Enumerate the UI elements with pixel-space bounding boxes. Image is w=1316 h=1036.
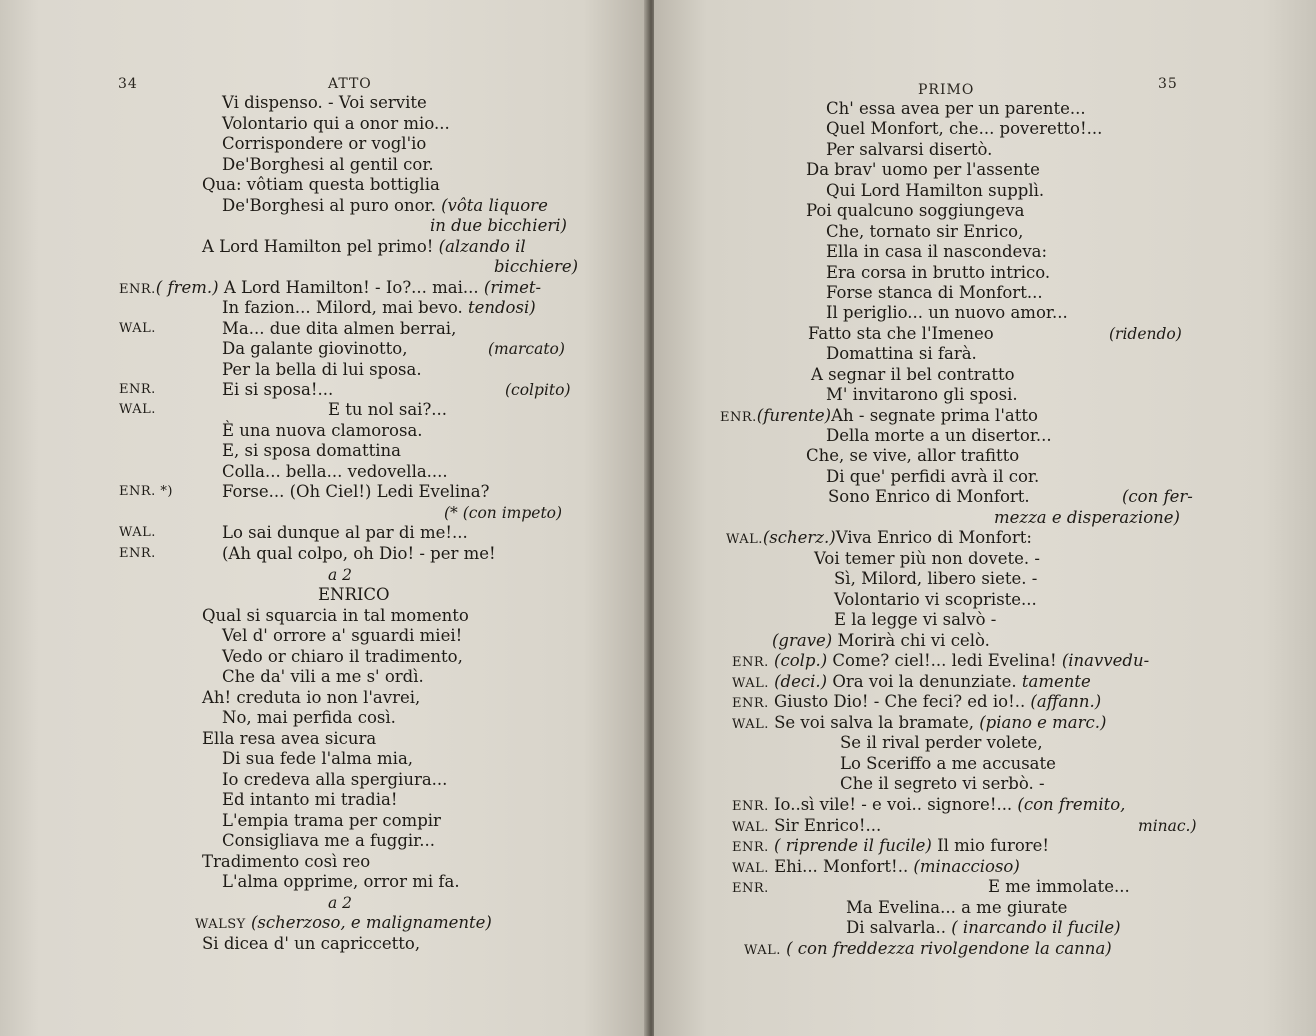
verse-line: [222, 340, 407, 358]
speaker-label: ENR.: [732, 881, 769, 896]
verse-text: Ch' essa avea per un parente...: [826, 99, 1086, 118]
verse-line: [202, 689, 420, 707]
verse-line: [834, 611, 996, 629]
verse-line: [826, 304, 1068, 322]
verse-text: A Lord Hamilton! - Io?... mai...: [218, 278, 484, 297]
verse-text: Io..sì vile! - e voi.. signore!...: [768, 795, 1013, 814]
speaker-label: WALSY: [195, 917, 246, 932]
dialogue-line: [732, 878, 769, 898]
speaker-label: ENR.: [119, 382, 156, 397]
verse-line: [222, 812, 441, 830]
stage-direction: (colp.): [768, 651, 828, 670]
verse-text: M' invitarono gli sposi.: [826, 385, 1018, 404]
verse-text: De'Borghesi al gentil cor.: [222, 155, 434, 174]
verse-line: [222, 135, 426, 153]
verse-line: [202, 238, 526, 256]
verse-text: Il mio furore!: [931, 836, 1050, 855]
stage-direction: (rimet-: [483, 278, 542, 297]
verse-text: E la legge vi salvò -: [834, 610, 997, 629]
speaker-label: ENR.: [732, 696, 769, 711]
verse-line: [202, 176, 440, 194]
verse-text: In fazion... Milord, mai bevo.: [222, 298, 468, 317]
verse-text: No, mai perfida così.: [222, 708, 396, 727]
speaker-label: WAL.: [119, 321, 156, 336]
verse-text: Vi dispenso. - Voi servite: [222, 93, 427, 112]
verse-line: [222, 771, 447, 789]
verse-text: L'empia trama per compir: [222, 811, 441, 830]
verse-text: Ma... due dita almen berrai,: [222, 319, 457, 338]
verse-text: Il periglio... un nuovo amor...: [826, 303, 1068, 322]
verse-line: [826, 243, 1047, 261]
verse-text: Volontario qui a onor mio...: [222, 114, 450, 133]
verse-line: [806, 202, 1024, 220]
verse-text: A Lord Hamilton pel primo!: [202, 237, 439, 256]
speaker-label: ENR.: [732, 655, 769, 670]
verse-text: (Ah qual colpo, oh Dio! - per me!: [222, 544, 496, 563]
left-page: [0, 0, 648, 1036]
dialogue-line: [1122, 488, 1193, 506]
verse-line: [834, 570, 1037, 588]
verse-line: [222, 320, 456, 338]
verse-text: E tu nol sai?...: [328, 400, 448, 419]
verse-text: Forse stanca di Monfort...: [826, 283, 1043, 302]
stage-direction: (marcato): [488, 340, 565, 358]
stage-direction: ( inarcando il fucile): [945, 918, 1121, 937]
verse-line: [222, 197, 548, 215]
verse-text: Da galante giovinotto,: [222, 339, 408, 358]
speaker-label: WAL.: [119, 402, 156, 417]
verse-line: [222, 873, 460, 891]
stage-direction: (minaccioso): [908, 857, 1020, 876]
stage-direction: (* (con impeto): [444, 504, 563, 522]
dialogue-line: [994, 509, 1180, 527]
speaker-label: WAL.: [732, 676, 769, 691]
stage-direction: (alzando il: [438, 237, 526, 256]
verse-text: Lo sai dunque al par di me!...: [222, 523, 468, 542]
verse-text: Sono Enrico di Monfort.: [828, 487, 1030, 506]
verse-text: ENRICO: [318, 585, 390, 604]
verse-line: [826, 284, 1043, 302]
verse-line: [828, 488, 1030, 506]
verse-text: Qua: vôtiam questa bottiglia: [202, 175, 440, 194]
page-number-right: 35: [1158, 76, 1178, 92]
speaker-label: WAL.: [744, 943, 781, 958]
page-number-left: 34: [118, 76, 138, 92]
verse-line: [222, 791, 398, 809]
verse-text: Se il rival perder volete,: [840, 733, 1043, 752]
stage-direction: a 2: [328, 566, 353, 584]
verse-line: [840, 755, 1056, 773]
verse-text: Viva Enrico di Monfort:: [835, 528, 1032, 547]
verse-line: [846, 899, 1067, 917]
verse-text: Corrispondere or vogl'io: [222, 134, 427, 153]
verse-text: Che da' vili a me s' ordì.: [222, 667, 424, 686]
dialogue-line: [726, 529, 1032, 549]
stage-direction: (vôta liquore: [441, 196, 548, 215]
verse-line: [222, 832, 435, 850]
verse-line: [222, 483, 489, 501]
verse-line: [826, 468, 1039, 486]
verse-text: Ed intanto mi tradia!: [222, 790, 398, 809]
speaker-label: ENR. *): [119, 484, 173, 499]
verse-line: [222, 545, 496, 563]
verse-text: Poi qualcuno soggiungeva: [806, 201, 1025, 220]
dialogue-line: [732, 796, 1125, 816]
verse-line: [840, 734, 1043, 752]
verse-text: Domattina si farà.: [826, 344, 977, 363]
verse-text: Se voi salva la bramate,: [768, 713, 974, 732]
speaker-label: WAL.: [119, 525, 156, 540]
verse-text: L'alma opprime, orror mi fa.: [222, 872, 460, 891]
verse-line: [119, 279, 541, 299]
stage-direction: (colpito): [505, 381, 571, 399]
verse-text: A segnar il bel contratto: [811, 365, 1015, 384]
verse-line: [834, 591, 1037, 609]
verse-line: [202, 607, 469, 625]
verse-text: Io credeva alla spergiura...: [222, 770, 448, 789]
verse-text: Ella in casa il nascondeva:: [826, 242, 1048, 261]
dialogue-line: [744, 940, 1112, 960]
speaker-label: ENR.: [732, 799, 769, 814]
verse-line: [826, 182, 1044, 200]
stage-direction: ( riprende il fucile): [768, 836, 932, 855]
verse-text: Giusto Dio! - Che feci? ed io!..: [768, 692, 1026, 711]
verse-line: [318, 586, 390, 604]
stage-direction: tendosi): [467, 298, 536, 317]
verse-text: Di salvarla..: [846, 918, 946, 937]
verse-line: [328, 401, 447, 419]
verse-text: Sì, Milord, libero siete. -: [834, 569, 1038, 588]
stage-direction: (deci.): [768, 672, 828, 691]
verse-line: [840, 775, 1045, 793]
verse-line: [494, 258, 578, 276]
verse-line: [222, 361, 422, 379]
running-head-left: ATTO: [328, 76, 372, 92]
verse-text: Si dicea d' un capriccetto,: [202, 934, 421, 953]
dialogue-line: [732, 837, 1049, 857]
verse-line: [826, 100, 1086, 118]
stage-direction: (con fer-: [1122, 487, 1193, 506]
verse-line: [826, 223, 1023, 241]
dialogue-line: [732, 817, 881, 837]
verse-text: Da brav' uomo per l'assente: [806, 160, 1040, 179]
verse-line: [222, 668, 424, 686]
stage-direction: (piano e marc.): [973, 713, 1107, 732]
verse-line: [222, 299, 536, 317]
verse-line: [808, 325, 994, 343]
dialogue-line: [846, 919, 1121, 937]
verse-line: [814, 550, 1040, 568]
verse-line: [222, 627, 462, 645]
verse-text: Ei si sposa!...: [222, 380, 334, 399]
verse-text: Vedo or chiaro il tradimento,: [222, 647, 463, 666]
verse-line: [430, 217, 567, 235]
verse-text: Tradimento così reo: [202, 852, 371, 871]
verse-line: [988, 878, 1130, 896]
dialogue-line: [732, 673, 1091, 693]
verse-line: [826, 141, 992, 159]
verse-line: [222, 422, 423, 440]
verse-text: Forse... (Oh Ciel!) Ledi Evelina?: [222, 482, 490, 501]
speaker-label: ENR.: [720, 410, 757, 425]
verse-line: [826, 427, 1052, 445]
verse-text: E me immolate...: [988, 877, 1130, 896]
verse-line: [222, 750, 413, 768]
verse-text: Consigliava me a fuggir...: [222, 831, 435, 850]
verse-line: [222, 463, 448, 481]
verse-text: Della morte a un disertor...: [826, 426, 1052, 445]
verse-line: [826, 386, 1018, 404]
verse-text: Come? ciel!... ledi Evelina!: [827, 651, 1057, 670]
stage-direction: mezza e disperazione): [994, 508, 1180, 527]
verse-text: Ella resa avea sicura: [202, 729, 377, 748]
verse-line: [806, 161, 1040, 179]
stage-direction: (ridendo): [1109, 325, 1182, 343]
verse-line: [826, 264, 1050, 282]
stage-direction: tamente: [1016, 672, 1091, 691]
speaker-label: ENR.: [119, 546, 156, 561]
dialogue-line: [772, 632, 990, 650]
verse-text: Sir Enrico!...: [768, 816, 882, 835]
right-page: [654, 0, 1316, 1036]
verse-line: [826, 345, 977, 363]
verse-line: [222, 709, 396, 727]
verse-text: Quel Monfort, che... poveretto!...: [826, 119, 1103, 138]
verse-text: Per salvarsi disertò.: [826, 140, 993, 159]
stage-direction: (affann.): [1025, 692, 1102, 711]
speaker-label: ENR.: [732, 840, 769, 855]
verse-line: [195, 914, 492, 934]
speaker-label: WAL.: [732, 717, 769, 732]
stage-direction: (inavvedu-: [1056, 651, 1150, 670]
verse-text: Lo Sceriffo a me accusate: [840, 754, 1056, 773]
verse-text: De'Borghesi al puro onor.: [222, 196, 442, 215]
verse-line: [222, 94, 427, 112]
verse-text: È una nuova clamorosa.: [222, 421, 423, 440]
dialogue-line: [732, 858, 1020, 878]
verse-text: Ah! creduta io non l'avrei,: [202, 688, 421, 707]
verse-text: Ora voi la denunziate.: [827, 672, 1017, 691]
speaker-label: WAL.: [732, 861, 769, 876]
stage-direction: ( frem.): [155, 278, 219, 297]
verse-line: [806, 447, 1019, 465]
stage-direction: ( con freddezza rivolgendone la canna): [780, 939, 1112, 958]
stage-direction: (furente): [756, 406, 832, 425]
verse-line: [826, 120, 1102, 138]
verse-text: Per la bella di lui sposa.: [222, 360, 422, 379]
verse-text: Qual si squarcia in tal momento: [202, 606, 469, 625]
verse-line: [222, 524, 468, 542]
dialogue-line: [732, 652, 1149, 672]
verse-line: [222, 648, 463, 666]
verse-line: [222, 115, 450, 133]
dialogue-line: [720, 407, 1038, 427]
dialogue-line: [732, 693, 1101, 713]
verse-text: Che, tornato sir Enrico,: [826, 222, 1024, 241]
stage-direction: (con fremito,: [1012, 795, 1126, 814]
stage-direction: (scherzoso, e malignamente): [250, 913, 492, 932]
stage-direction: bicchiere): [494, 257, 579, 276]
speaker-label: WAL.: [726, 532, 763, 547]
verse-line: [202, 935, 420, 953]
verse-line: [222, 442, 401, 460]
verse-text: Ehi... Monfort!..: [768, 857, 909, 876]
verse-line: [202, 730, 376, 748]
verse-line: [202, 853, 370, 871]
verse-text: E, si sposa domattina: [222, 441, 402, 460]
verse-text: Vel d' orrore a' sguardi miei!: [222, 626, 463, 645]
verse-text: Di que' perfidi avrà il cor.: [826, 467, 1040, 486]
verse-text: Volontario vi scopriste...: [834, 590, 1037, 609]
dialogue-line: [732, 714, 1106, 734]
stage-direction: minac.): [1138, 817, 1197, 835]
verse-text: Morirà chi vi celò.: [832, 631, 990, 650]
verse-text: Che, se vive, allor trafitto: [806, 446, 1020, 465]
verse-text: Qui Lord Hamilton supplì.: [826, 181, 1045, 200]
verse-line: [222, 156, 434, 174]
verse-text: Colla... bella... vedovella....: [222, 462, 448, 481]
verse-text: Ah - segnate prima l'atto: [831, 406, 1038, 425]
verse-text: Voi temer più non dovete. -: [814, 549, 1040, 568]
stage-direction: (grave): [772, 631, 833, 650]
verse-line: [811, 366, 1015, 384]
running-head-right: PRIMO: [918, 82, 975, 98]
verse-text: Fatto sta che l'Imeneo: [808, 324, 994, 343]
stage-direction: a 2: [328, 894, 353, 912]
verse-text: Di sua fede l'alma mia,: [222, 749, 414, 768]
stage-direction: (scherz.): [762, 528, 836, 547]
verse-text: Era corsa in brutto intrico.: [826, 263, 1051, 282]
speaker-label: ENR.: [119, 282, 156, 297]
verse-text: Che il segreto vi serbò. -: [840, 774, 1045, 793]
speaker-label: WAL.: [732, 820, 769, 835]
verse-line: [222, 381, 333, 399]
stage-direction: in due bicchieri): [430, 216, 567, 235]
verse-text: Ma Evelina... a me giurate: [846, 898, 1068, 917]
